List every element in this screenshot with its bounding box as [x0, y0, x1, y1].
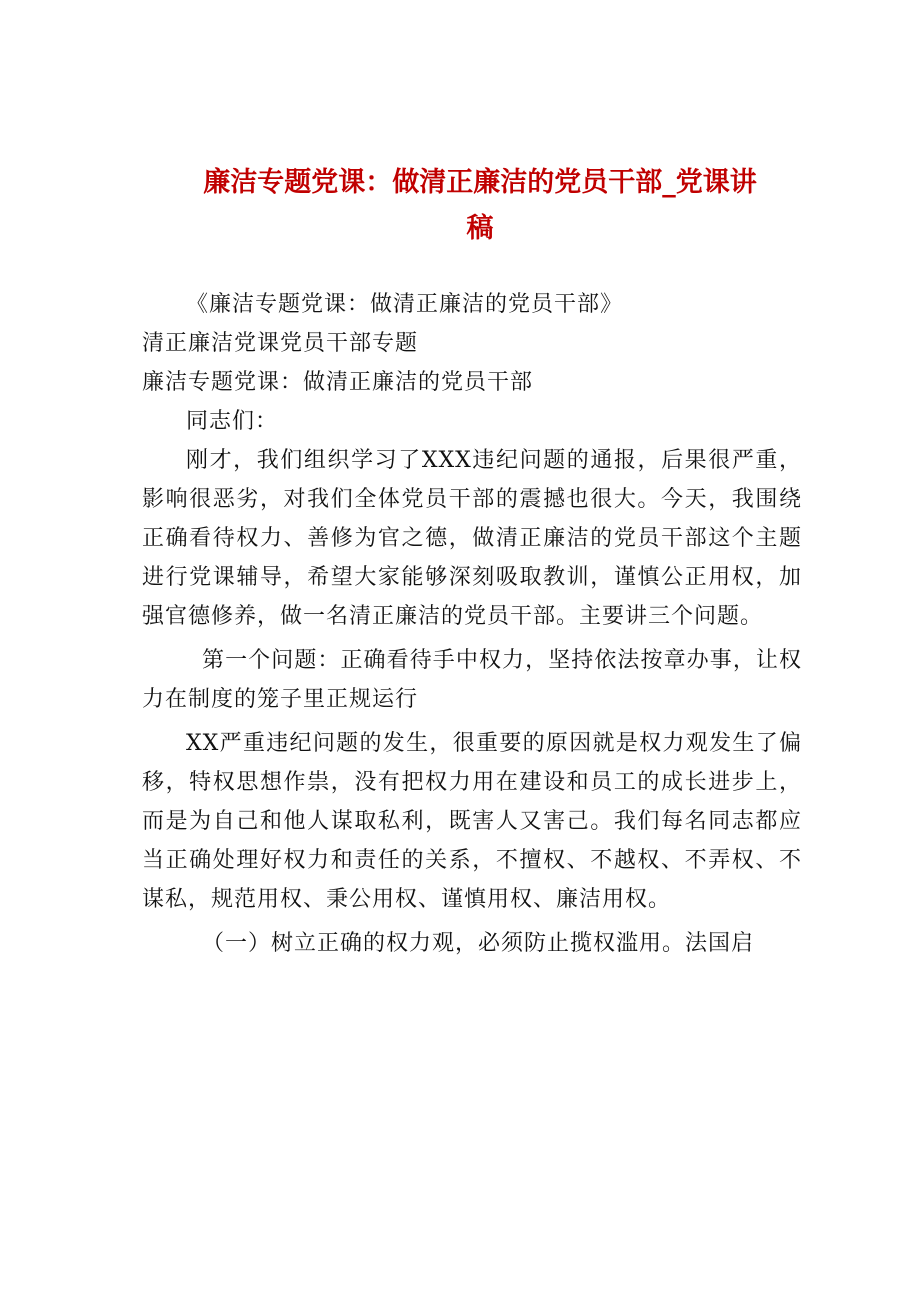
- document-title: [150, 160, 810, 252]
- title-line-2: 稿: [466, 213, 494, 244]
- paragraph-subsection-one: （一）树立正确的权力观，必须防止揽权滥用。法国启: [202, 931, 755, 956]
- document-body: [142, 285, 802, 963]
- title-line-1: 廉洁专题党课：做清正廉洁的党员干部_党课讲: [203, 167, 757, 198]
- paragraph-section-one: 第一个问题：正确看待手中权力，坚持依法按章办事，让权力在制度的笼子里正规运行: [142, 648, 802, 712]
- paragraph-intro: 刚才，我们组织学习了XXX违纪问题的通报，后果很严重，影响很恶劣，对我们全体党员干部的震撼也很大。今天，我围绕正确看待权力、善修为官之德，做清正廉洁的党员干部这个主题进行党课辅导，希望大家能够深刻吸取教训，谨慎公正用权，加强官德修养，做一名清正廉洁的党员干部。主要讲三个问题。: [142, 448, 802, 629]
- paragraph-heading: 廉洁专题党课：做清正廉洁的党员干部: [142, 370, 534, 395]
- paragraph-keywords: 清正廉洁党课党员干部专题: [142, 331, 419, 356]
- paragraph-subtitle: 《廉洁专题党课：做清正廉洁的党员干部》: [186, 292, 624, 317]
- paragraph-salutation: 同志们：: [186, 409, 279, 434]
- paragraph-body-one: XX严重违纪问题的发生，很重要的原因就是权力观发生了偏移，特权思想作祟，没有把权力用在建设和员工的成长进步上，而是为自己和他人谋取私利，既害人又害己。我们每名同志都应当正确处理好权力和责任的关系，不擅权、不越权、不弄权、不谋私，规范用权、秉公用权、谨慎用权、廉洁用权。: [142, 731, 802, 912]
